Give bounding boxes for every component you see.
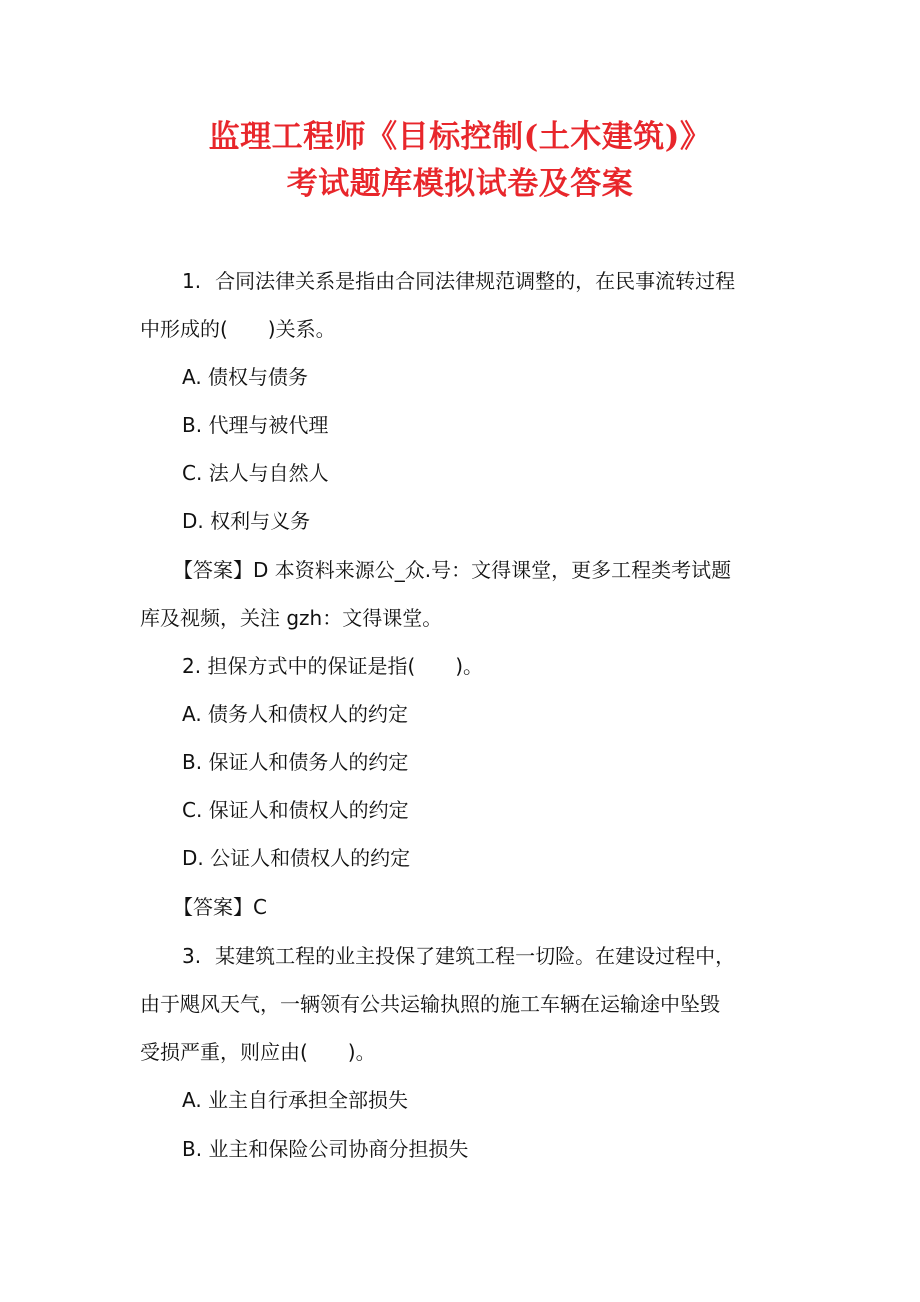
question-3-option-b bbox=[182, 1135, 468, 1163]
question-number: 2. bbox=[182, 654, 202, 678]
question-2-stem-line1 bbox=[182, 652, 483, 680]
option-letter: B. bbox=[182, 1137, 203, 1161]
option-letter: B. bbox=[182, 750, 203, 774]
option-text: 保证人和债权人的约定 bbox=[208, 798, 409, 822]
option-text: 代理与被代理 bbox=[208, 413, 329, 437]
option-text: 业主自行承担全部损失 bbox=[208, 1088, 409, 1112]
question-3-stem-line2: 由于飓风天气，一辆领有公共运输执照的施工车辆在运输途中坠毁 bbox=[140, 992, 720, 1016]
question-stem-text: 担保方式中的保证是指( )。 bbox=[207, 654, 484, 678]
question-2-option-d bbox=[182, 844, 410, 872]
option-text: 公证人和债权人的约定 bbox=[210, 846, 411, 870]
option-letter: A. bbox=[182, 702, 202, 726]
option-letter: D. bbox=[182, 509, 204, 533]
question-number: 3. bbox=[182, 944, 202, 968]
question-3-option-a bbox=[182, 1086, 408, 1114]
question-3-stem-line3: 受损严重，则应由( )。 bbox=[140, 1040, 376, 1064]
question-1-answer-line2: 库及视频，关注 gzh：文得课堂。 bbox=[140, 606, 443, 630]
question-number: 1. bbox=[182, 269, 202, 293]
option-letter: B. bbox=[182, 413, 203, 437]
question-3-stem-line1 bbox=[182, 942, 735, 970]
option-text: 保证人和债务人的约定 bbox=[208, 750, 409, 774]
question-2-option-a bbox=[182, 700, 408, 728]
option-letter: A. bbox=[182, 1088, 202, 1112]
question-1-option-d bbox=[182, 507, 310, 535]
document-title-line2: 考试题库模拟试卷及答案 bbox=[286, 166, 634, 202]
option-text: 债务人和债权人的约定 bbox=[208, 702, 409, 726]
option-text: 债权与债务 bbox=[208, 365, 309, 389]
option-text: 权利与义务 bbox=[210, 509, 311, 533]
option-text: 法人与自然人 bbox=[208, 461, 329, 485]
option-text: 业主和保险公司协商分担损失 bbox=[208, 1137, 469, 1161]
option-letter: C. bbox=[182, 798, 203, 822]
question-1-stem-line2: 中形成的( )关系。 bbox=[140, 317, 336, 341]
question-stem-text: 某建筑工程的业主投保了建筑工程一切险。在建设过程中， bbox=[215, 944, 736, 968]
question-1-option-a bbox=[182, 363, 308, 391]
question-1-option-b bbox=[182, 411, 328, 439]
question-2-option-b bbox=[182, 748, 408, 776]
question-2-answer: 【答案】C bbox=[173, 895, 267, 919]
option-letter: D. bbox=[182, 846, 204, 870]
question-1-option-c bbox=[182, 459, 329, 487]
question-1-answer-line1: 【答案】D 本资料来源公_众.号：文得课堂，更多工程类考试题 bbox=[173, 558, 732, 582]
document-title-line1: 监理工程师《目标控制(土木建筑)》 bbox=[208, 119, 712, 155]
question-stem-text: 合同法律关系是指由合同法律规范调整的，在民事流转过程 bbox=[215, 269, 736, 293]
question-1-stem-line1 bbox=[182, 267, 735, 295]
option-letter: C. bbox=[182, 461, 203, 485]
question-2-option-c bbox=[182, 796, 409, 824]
option-letter: A. bbox=[182, 365, 202, 389]
